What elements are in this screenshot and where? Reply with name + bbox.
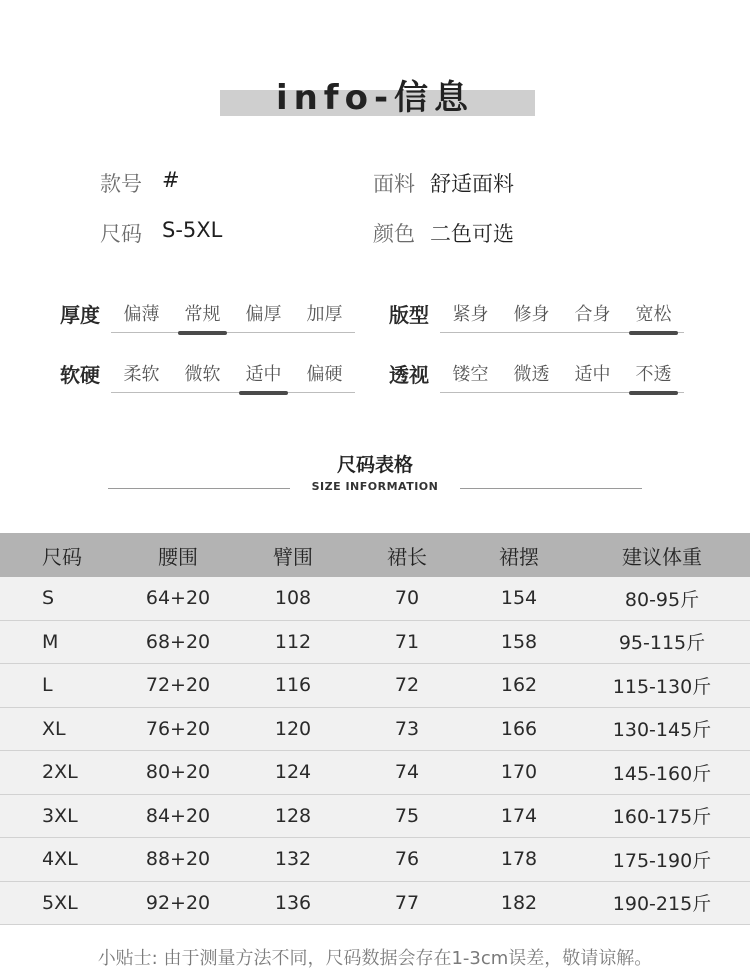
cell-hem: 178: [500, 848, 538, 871]
cell-length: 71: [394, 630, 420, 653]
cell-waist: 92+20: [145, 891, 211, 914]
thickness-option: 偏厚: [233, 300, 294, 333]
header-weight: 建议体重: [622, 544, 702, 569]
thickness-option: 加厚: [294, 300, 355, 333]
header-size: 尺码: [42, 544, 82, 569]
cell-size: 5XL: [42, 891, 78, 914]
cell-weight: 80-95斤: [624, 588, 700, 611]
cell-length: 76: [394, 848, 420, 871]
cell-size: 4XL: [42, 848, 78, 871]
sheer-option-selected: 不透: [623, 360, 684, 393]
cell-size: 3XL: [42, 804, 78, 827]
cell-size: L: [42, 674, 53, 697]
fabric-label: 面料: [373, 172, 415, 196]
style-number-value: #: [162, 168, 180, 192]
cell-weight: 160-175斤: [612, 806, 712, 829]
cell-hem: 154: [500, 587, 538, 610]
cell-waist: 64+20: [145, 587, 211, 610]
cell-arm: 120: [274, 717, 312, 740]
fit-option: 修身: [501, 300, 562, 333]
color-label: 颜色: [373, 222, 415, 246]
cell-arm: 116: [274, 674, 312, 697]
cell-weight: 190-215斤: [612, 893, 712, 916]
cell-waist: 84+20: [145, 804, 211, 827]
fit-option-selected: 宽松: [623, 300, 684, 333]
softness-option: 微软: [172, 360, 233, 393]
cell-arm: 132: [274, 848, 312, 871]
cell-weight: 145-160斤: [612, 762, 712, 785]
header-waist: 腰围: [158, 544, 198, 569]
size-chart-title: 尺码表格: [336, 454, 413, 476]
header-arm: 臂围: [273, 544, 313, 569]
cell-length: 75: [394, 804, 420, 827]
cell-hem: 158: [500, 630, 538, 653]
thickness-option: 偏薄: [111, 300, 172, 333]
softness-options: [111, 360, 355, 392]
cell-waist: 88+20: [145, 848, 211, 871]
size-label: 尺码: [100, 222, 142, 246]
sheer-label: 透视: [389, 363, 429, 387]
cell-arm: 112: [274, 630, 312, 653]
table-row: [0, 577, 750, 621]
cell-weight: 130-145斤: [612, 719, 712, 742]
fit-option: 紧身: [440, 300, 501, 333]
sheer-option: 镂空: [440, 360, 501, 393]
page-title: info-信息: [275, 78, 475, 118]
sheer-option: 微透: [501, 360, 562, 393]
fabric-value: 舒适面料: [430, 172, 514, 196]
divider-left: [108, 488, 290, 489]
header-hem: 裙摆: [499, 544, 539, 569]
softness-label: 软硬: [60, 363, 100, 387]
thickness-option-selected: 常规: [172, 300, 233, 333]
cell-weight: 115-130斤: [612, 675, 712, 698]
table-row: [0, 664, 750, 708]
measurement-tip: 小贴士: 由于测量方法不同，尺码数据会存在1-3cm误差，敬请谅解。: [97, 948, 653, 969]
sheer-options: [440, 360, 684, 392]
cell-size: M: [42, 630, 59, 653]
sheer-option: 适中: [562, 360, 623, 393]
cell-length: 73: [394, 717, 420, 740]
cell-arm: 124: [274, 761, 312, 784]
fit-label: 版型: [389, 303, 429, 327]
cell-arm: 108: [274, 587, 312, 610]
cell-hem: 174: [500, 804, 538, 827]
cell-size: 2XL: [42, 761, 78, 784]
cell-arm: 136: [274, 891, 312, 914]
cell-waist: 80+20: [145, 761, 211, 784]
cell-length: 70: [394, 587, 420, 610]
cell-waist: 76+20: [145, 717, 211, 740]
cell-length: 74: [394, 761, 420, 784]
table-row: [0, 838, 750, 882]
softness-option: 偏硬: [294, 360, 355, 393]
size-value: S-5XL: [162, 218, 223, 242]
cell-hem: 162: [500, 674, 538, 697]
table-header: [0, 533, 750, 577]
cell-length: 72: [394, 674, 420, 697]
cell-waist: 72+20: [145, 674, 211, 697]
cell-hem: 182: [500, 891, 538, 914]
table-row: [0, 795, 750, 839]
softness-option-selected: 适中: [233, 360, 294, 393]
cell-hem: 170: [500, 761, 538, 784]
color-value: 二色可选: [430, 222, 514, 246]
size-chart-subtitle: SIZE INFORMATION: [311, 480, 439, 493]
divider-right: [460, 488, 642, 489]
cell-arm: 128: [274, 804, 312, 827]
table-row: [0, 621, 750, 665]
softness-option: 柔软: [111, 360, 172, 393]
header-length: 裙长: [387, 544, 427, 569]
cell-size: XL: [42, 717, 66, 740]
cell-length: 77: [394, 891, 420, 914]
cell-weight: 175-190斤: [612, 849, 712, 872]
thickness-options: [111, 300, 355, 332]
cell-weight: 95-115斤: [618, 632, 706, 655]
size-table: [0, 533, 750, 925]
cell-waist: 68+20: [145, 630, 211, 653]
cell-size: S: [42, 587, 55, 610]
fit-option: 合身: [562, 300, 623, 333]
table-row: [0, 751, 750, 795]
fit-options: [440, 300, 684, 332]
thickness-label: 厚度: [60, 303, 100, 327]
table-row: [0, 882, 750, 926]
table-row: [0, 708, 750, 752]
style-number-label: 款号: [100, 172, 142, 196]
cell-hem: 166: [500, 717, 538, 740]
